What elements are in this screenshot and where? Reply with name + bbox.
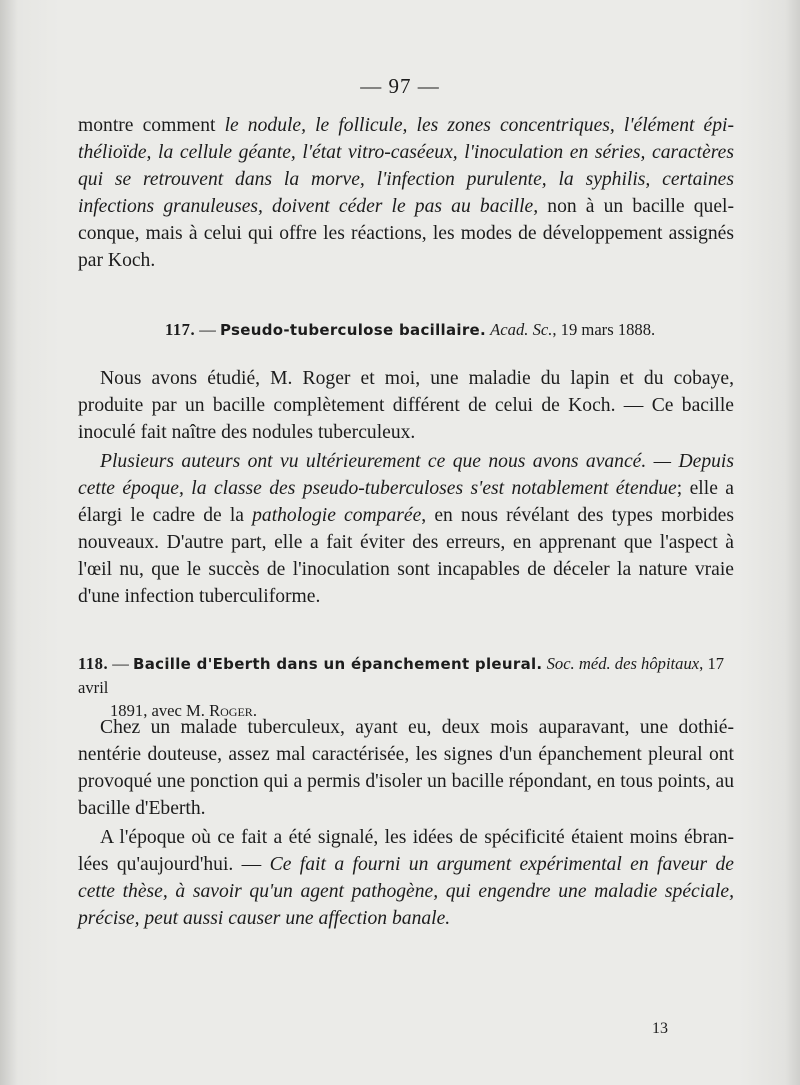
entry-number: 118.: [78, 654, 109, 673]
entry-year: 1891, avec M.: [110, 701, 210, 720]
entry-coauthor: Roger: [209, 701, 253, 720]
entry-title: Bacille d'Eberth dans un épanchement pleural.: [133, 655, 543, 673]
body-text: ; elle a élargi le cadre de la: [78, 478, 735, 526]
entry-title: Pseudo-tuberculose bacillaire.: [220, 321, 487, 339]
body-paragraph: [78, 824, 734, 932]
intro-text-1: montre comment: [78, 115, 225, 136]
entry-number: 117.: [165, 320, 196, 339]
page-number: — 97 —: [360, 74, 440, 98]
body-paragraph: Chez un malade tuberculeux, ayant eu, deux mois auparavant, une dothiénentérie douteuse, assez mal caractérisée, les signes d'un épanchement pleural ont provoqué une ponction qui a permis d'isoler un bacille répondant, en tous points, au bacille d'Eberth.: [78, 717, 734, 819]
body-text: A l'époque où ce fait a été signalé, les idées de spécificité étaient moins ébranlées qu'aujourd'hui. —: [78, 827, 734, 875]
entry-dash: —: [195, 320, 221, 339]
entry-dash: —: [108, 654, 134, 673]
entry-date: , 17 avril: [78, 654, 725, 697]
entry-117-body: [78, 365, 734, 610]
body-italic: Ce fait a fourni un argument expérimental en faveur de cette thèse, à savoir qu'un agent pathogène, qui engendre une maladie spéciale, précise, peut aussi causer une affection banale.: [78, 854, 734, 929]
body-text: , en nous révélant des types morbides nouveaux. D'autre part, elle a fait éviter des erreurs, en apprenant que l'aspect à l'œil nu, que le succès de l'inoculation sont incapables de déceler la nature vraie d'une infection tuberculiforme.: [78, 505, 734, 607]
intro-italic: le nodule, le follicule, les zones concentriques, l'élément épithélioïde, la cellule géante, l'état vitro-caséeux, l'inoculation en séries, caractères qui se retrouvent dans la morve, l'infection purulente, la syphilis, certaines infections granuleuses, doivent céder le pas au bacille,: [78, 115, 734, 217]
body-italic: Plusieurs auteurs ont vu ultérieurement ce que nous avons avancé. — Depuis cette époque, la classe des pseudo-tuberculoses s'est notablement étendue: [78, 451, 734, 499]
entry-journal: Soc. méd. des hôpitaux: [546, 654, 700, 673]
body-paragraph: Nous avons étudié, M. Roger et moi, une maladie du lapin et du cobaye, produite par un bacille complètement différent de celui de Koch. — Ce bacille inoculé fait naître des nodules tuberculeux.: [78, 368, 734, 443]
bibliography-entry-118: [78, 652, 738, 722]
bibliography-entry-117: [165, 318, 745, 342]
entry-journal: Acad. Sc.: [490, 320, 553, 339]
intro-paragraph: [78, 112, 734, 274]
entry-period: .: [252, 701, 257, 720]
intro-text-2: non à un bacille quelconque, mais à celui qui offre les réactions, les modes de développement assignés par Koch.: [78, 196, 734, 271]
entry-date: , 19 mars 1888.: [552, 320, 656, 339]
signature-mark: 13: [652, 1020, 668, 1037]
body-italic: pathologie comparée: [252, 505, 422, 526]
body-paragraph: [78, 448, 734, 610]
entry-118-body: [78, 714, 734, 932]
